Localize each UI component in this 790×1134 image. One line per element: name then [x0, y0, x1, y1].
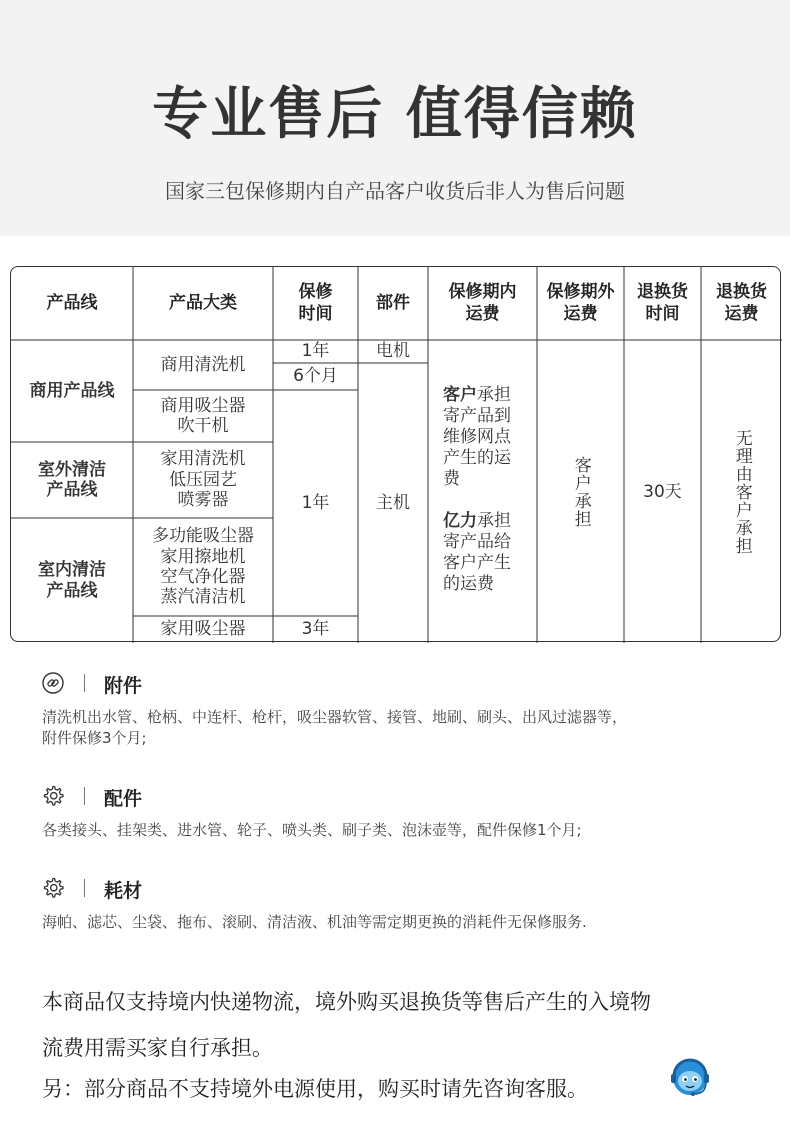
- warranty-3-years: 3年: [301, 619, 330, 640]
- category-outdoor: 家用清洗机 低压园艺 喷雾器: [160, 449, 246, 511]
- hero-banner: [0, 0, 790, 236]
- warranty-6-months: 6个月: [293, 366, 338, 387]
- part-host: 主机: [376, 492, 410, 513]
- product-line-indoor: 室内清洁 产品线: [38, 560, 106, 601]
- return-fee-text: 无理由客户承担: [731, 428, 752, 555]
- customer-service-mascot-icon[interactable]: [668, 1054, 712, 1100]
- part-motor: 电机: [376, 341, 410, 362]
- header-parts: 部件: [376, 292, 410, 313]
- warranty-1-year-main: 1年: [301, 492, 330, 513]
- header-product-line: 产品线: [46, 292, 98, 313]
- return-time-text: 30天: [643, 481, 682, 502]
- gear-icon: [42, 785, 64, 807]
- out-warranty-fee-text: 客户承担: [570, 455, 591, 528]
- notice-line-1: 本商品仅支持境内快递物流，境外购买退换货等售后产生的入境物: [42, 990, 651, 1014]
- section-consumables-header: [42, 876, 762, 902]
- fee-text-company: 承担 寄产品给 客户产生 的运费: [443, 511, 511, 594]
- notice-line-3: 另：部分商品不支持境外电源使用，购买时请先咨询客服。: [42, 1077, 588, 1101]
- in-warranty-fee-customer: [443, 385, 531, 490]
- product-line-outdoor: 室外清洁 产品线: [38, 459, 106, 500]
- warranty-1-year-motor: 1年: [301, 341, 330, 362]
- product-line-commercial: 商用产品线: [29, 380, 115, 401]
- section-consumables: [42, 876, 762, 933]
- fee-bold-company: 亿力: [443, 511, 477, 531]
- page-title: 专业售后 值得信赖: [152, 82, 638, 147]
- warranty-table: [10, 266, 781, 642]
- section-title: 附件: [104, 675, 143, 697]
- header-in-warranty-fee: 保修期内 运费: [448, 282, 517, 324]
- section-divider: [84, 787, 85, 805]
- section-body: 海帕、滤芯、尘袋、拖布、滚刷、清洁液、机油等需定期更换的消耗件无保修服务.: [42, 913, 587, 931]
- link-icon: [42, 672, 64, 694]
- category-home-vacuum: 家用吸尘器: [160, 619, 246, 640]
- header-return-time: 退换货 时间: [637, 282, 688, 324]
- category-commercial-washer: 商用清洗机: [160, 354, 246, 375]
- fee-text-customer: 承担 寄产品到 维修网点 产生的运 费: [443, 385, 511, 489]
- header-category: 产品大类: [169, 292, 237, 313]
- header-warranty-time: 保修 时间: [298, 282, 333, 324]
- section-title: 耗材: [104, 880, 143, 902]
- section-body: 清洗机出水管、枪柄、中连杆、枪杆，吸尘器软管、接管、地刷、刷头、出风过滤器等， 附件保修3个月;: [42, 708, 628, 747]
- out-warranty-fee: [537, 340, 624, 643]
- return-fee: [701, 340, 782, 643]
- header-out-warranty-fee: 保修期外 运费: [546, 282, 615, 324]
- fee-bold-customer: 客户: [443, 385, 477, 405]
- return-time: [624, 340, 701, 643]
- section-parts-header: [42, 784, 762, 810]
- page-subtitle: 国家三包保修期内自产品客户收货后非人为售后问题: [165, 179, 625, 203]
- section-body: 各类接头、挂架类、进水管、轮子、喷头类、刷子类、泡沫壶等，配件保修1个月;: [42, 821, 582, 839]
- gear-icon: [42, 877, 64, 899]
- section-divider: [84, 879, 85, 897]
- section-accessories: [42, 671, 762, 749]
- section-title: 配件: [104, 788, 143, 810]
- category-commercial-vacuum: 商用吸尘器 吹干机: [160, 395, 246, 436]
- header-return-fee: 退换货 运费: [716, 282, 767, 324]
- section-divider: [84, 674, 85, 692]
- in-warranty-fee-company: [443, 511, 531, 595]
- section-accessories-header: [42, 671, 762, 697]
- category-indoor-multi: 多功能吸尘器 家用擦地机 空气净化器 蒸汽清洁机: [152, 526, 254, 608]
- notice-line-2: 流费用需买家自行承担。: [42, 1036, 273, 1060]
- section-parts: [42, 784, 762, 841]
